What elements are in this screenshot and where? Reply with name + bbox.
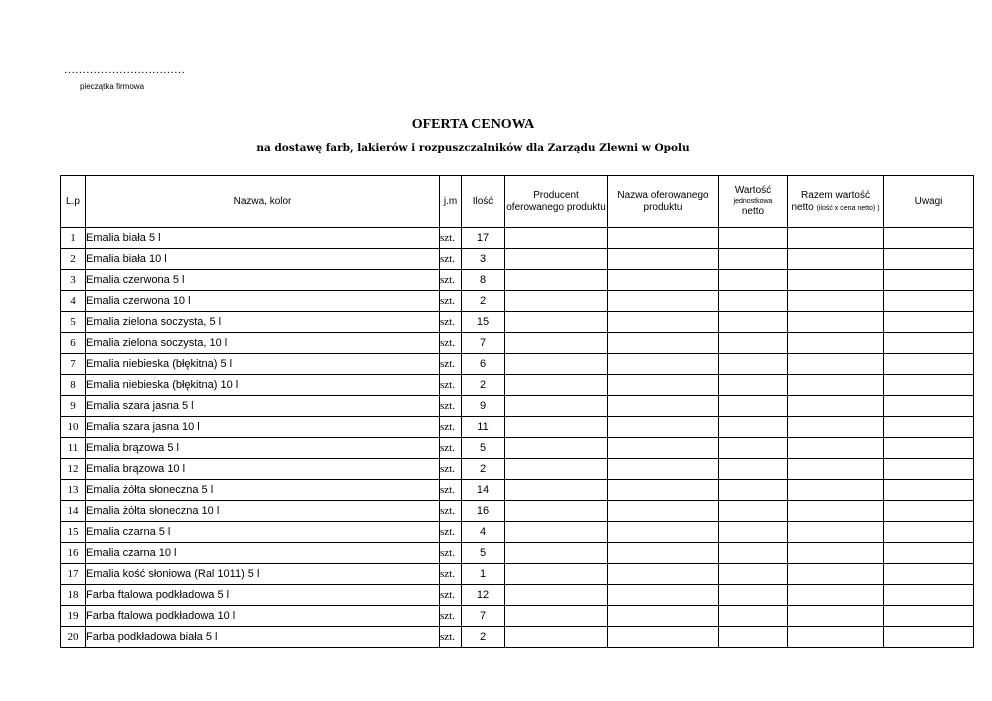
row-total-cell[interactable] <box>788 333 884 354</box>
row-notes-cell[interactable] <box>884 291 974 312</box>
row-notes-cell[interactable] <box>884 438 974 459</box>
row-lp: 9 <box>61 396 86 417</box>
row-total-cell[interactable] <box>788 480 884 501</box>
header-unit-value-line3: netto <box>741 206 765 217</box>
row-producer-cell[interactable] <box>505 522 608 543</box>
row-qty: 3 <box>462 249 505 270</box>
row-producer-cell[interactable] <box>505 333 608 354</box>
row-producer-cell[interactable] <box>505 354 608 375</box>
row-unit-value-cell[interactable] <box>719 501 788 522</box>
row-total-cell[interactable] <box>788 501 884 522</box>
row-producer-cell[interactable] <box>505 438 608 459</box>
row-lp: 16 <box>61 543 86 564</box>
row-name: Emalia szara jasna 10 l <box>86 417 440 438</box>
row-total-cell[interactable] <box>788 354 884 375</box>
row-notes-cell[interactable] <box>884 249 974 270</box>
row-name: Emalia czerwona 5 l <box>86 270 440 291</box>
row-total-cell[interactable] <box>788 417 884 438</box>
row-unit-value-cell[interactable] <box>719 333 788 354</box>
row-qty: 12 <box>462 585 505 606</box>
row-qty: 4 <box>462 522 505 543</box>
row-total-cell[interactable] <box>788 249 884 270</box>
row-notes-cell[interactable] <box>884 522 974 543</box>
row-producer-cell[interactable] <box>505 480 608 501</box>
row-lp: 1 <box>61 228 86 249</box>
row-unit: szt. <box>440 627 462 648</box>
row-producer-cell[interactable] <box>505 564 608 585</box>
row-name: Emalia brązowa 10 l <box>86 459 440 480</box>
row-unit: szt. <box>440 291 462 312</box>
row-qty: 2 <box>462 627 505 648</box>
row-notes-cell[interactable] <box>884 501 974 522</box>
table-row <box>61 606 974 627</box>
row-unit: szt. <box>440 543 462 564</box>
row-product-name-cell[interactable] <box>608 312 719 333</box>
header-unit: j.m <box>440 176 462 228</box>
row-unit: szt. <box>440 228 462 249</box>
row-unit: szt. <box>440 438 462 459</box>
header-total-netto: netto <box>791 201 814 213</box>
row-producer-cell[interactable] <box>505 228 608 249</box>
row-unit-value-cell[interactable] <box>719 249 788 270</box>
row-total-cell[interactable] <box>788 312 884 333</box>
row-unit-value-cell[interactable] <box>719 396 788 417</box>
row-notes-cell[interactable] <box>884 417 974 438</box>
table-row <box>61 564 974 585</box>
row-unit-value-cell[interactable] <box>719 354 788 375</box>
row-lp: 7 <box>61 354 86 375</box>
stamp-dotted-line: …………………………… <box>64 64 185 76</box>
row-unit-value-cell[interactable] <box>719 459 788 480</box>
row-notes-cell[interactable] <box>884 333 974 354</box>
row-product-name-cell[interactable] <box>608 564 719 585</box>
row-name: Emalia niebieska (błękitna) 10 l <box>86 375 440 396</box>
row-qty: 7 <box>462 606 505 627</box>
row-notes-cell[interactable] <box>884 564 974 585</box>
row-unit-value-cell[interactable] <box>719 312 788 333</box>
row-notes-cell[interactable] <box>884 396 974 417</box>
row-product-name-cell[interactable] <box>608 396 719 417</box>
row-name: Emalia czarna 5 l <box>86 522 440 543</box>
row-total-cell[interactable] <box>788 375 884 396</box>
row-unit-value-cell[interactable] <box>719 543 788 564</box>
row-lp: 8 <box>61 375 86 396</box>
row-qty: 2 <box>462 459 505 480</box>
row-unit: szt. <box>440 375 462 396</box>
row-product-name-cell[interactable] <box>608 354 719 375</box>
row-total-cell[interactable] <box>788 627 884 648</box>
row-product-name-cell[interactable] <box>608 585 719 606</box>
row-notes-cell[interactable] <box>884 480 974 501</box>
row-unit-value-cell[interactable] <box>719 291 788 312</box>
table-row <box>61 417 974 438</box>
row-lp: 5 <box>61 312 86 333</box>
row-total-cell[interactable] <box>788 459 884 480</box>
row-notes-cell[interactable] <box>884 270 974 291</box>
row-unit-value-cell[interactable] <box>719 480 788 501</box>
table-row <box>61 333 974 354</box>
row-unit-value-cell[interactable] <box>719 522 788 543</box>
row-lp: 15 <box>61 522 86 543</box>
header-notes: Uwagi <box>884 176 974 228</box>
row-qty: 8 <box>462 270 505 291</box>
row-product-name-cell[interactable] <box>608 375 719 396</box>
row-notes-cell[interactable] <box>884 312 974 333</box>
row-name: Farba ftalowa podkładowa 10 l <box>86 606 440 627</box>
row-total-cell[interactable] <box>788 270 884 291</box>
row-name: Emalia biała 10 l <box>86 249 440 270</box>
row-total-cell[interactable] <box>788 438 884 459</box>
row-name: Emalia niebieska (błękitna) 5 l <box>86 354 440 375</box>
row-lp: 17 <box>61 564 86 585</box>
row-unit: szt. <box>440 459 462 480</box>
row-product-name-cell[interactable] <box>608 501 719 522</box>
row-producer-cell[interactable] <box>505 459 608 480</box>
header-total <box>788 176 884 228</box>
row-unit-value-cell[interactable] <box>719 375 788 396</box>
table-row <box>61 291 974 312</box>
row-unit: szt. <box>440 312 462 333</box>
header-unit-value-line1: Wartość <box>734 185 772 196</box>
row-product-name-cell[interactable] <box>608 459 719 480</box>
row-lp: 19 <box>61 606 86 627</box>
row-qty: 5 <box>462 543 505 564</box>
row-total-cell[interactable] <box>788 396 884 417</box>
row-producer-cell[interactable] <box>505 312 608 333</box>
row-notes-cell[interactable] <box>884 585 974 606</box>
row-producer-cell[interactable] <box>505 606 608 627</box>
row-unit-value-cell[interactable] <box>719 606 788 627</box>
row-lp: 4 <box>61 291 86 312</box>
company-stamp-label: pieczątka firmowa <box>80 82 145 91</box>
row-product-name-cell[interactable] <box>608 438 719 459</box>
row-notes-cell[interactable] <box>884 606 974 627</box>
table-row <box>61 522 974 543</box>
row-product-name-cell[interactable] <box>608 270 719 291</box>
document-title: OFERTA CENOWA <box>411 117 535 132</box>
row-notes-cell[interactable] <box>884 627 974 648</box>
row-name: Emalia żółta słoneczna 5 l <box>86 480 440 501</box>
row-producer-cell[interactable] <box>505 375 608 396</box>
row-total-cell[interactable] <box>788 522 884 543</box>
row-total-cell[interactable] <box>788 291 884 312</box>
row-name: Emalia szara jasna 5 l <box>86 396 440 417</box>
row-name: Emalia żółta słoneczna 10 l <box>86 501 440 522</box>
row-unit: szt. <box>440 417 462 438</box>
header-product-name: Nazwa oferowanego produktu <box>608 176 719 228</box>
row-producer-cell[interactable] <box>505 291 608 312</box>
row-total-cell[interactable] <box>788 543 884 564</box>
row-name: Farba podkładowa biała 5 l <box>86 627 440 648</box>
header-unit-value-line2: jednostkowa <box>733 198 773 205</box>
header-total-formula: (ilość x cena netto) ) <box>816 204 880 212</box>
row-producer-cell[interactable] <box>505 270 608 291</box>
table-row <box>61 438 974 459</box>
table-row <box>61 375 974 396</box>
row-lp: 3 <box>61 270 86 291</box>
row-name: Emalia kość słoniowa (Ral 1011) 5 l <box>86 564 440 585</box>
row-producer-cell[interactable] <box>505 543 608 564</box>
row-product-name-cell[interactable] <box>608 627 719 648</box>
row-qty: 16 <box>462 501 505 522</box>
row-product-name-cell[interactable] <box>608 291 719 312</box>
row-name: Emalia zielona soczysta, 5 l <box>86 312 440 333</box>
row-unit-value-cell[interactable] <box>719 417 788 438</box>
header-lp: L.p <box>61 176 86 228</box>
row-lp: 20 <box>61 627 86 648</box>
row-total-cell[interactable] <box>788 228 884 249</box>
header-total-line2 <box>788 202 883 214</box>
row-lp: 2 <box>61 249 86 270</box>
row-lp: 14 <box>61 501 86 522</box>
table-row <box>61 459 974 480</box>
row-name: Emalia czerwona 10 l <box>86 291 440 312</box>
row-product-name-cell[interactable] <box>608 543 719 564</box>
row-producer-cell[interactable] <box>505 585 608 606</box>
row-unit-value-cell[interactable] <box>719 270 788 291</box>
row-product-name-cell[interactable] <box>608 606 719 627</box>
row-unit: szt. <box>440 480 462 501</box>
row-name: Emalia brązowa 5 l <box>86 438 440 459</box>
row-total-cell[interactable] <box>788 606 884 627</box>
row-product-name-cell[interactable] <box>608 480 719 501</box>
row-qty: 2 <box>462 291 505 312</box>
table-row <box>61 501 974 522</box>
table-row <box>61 228 974 249</box>
row-qty: 2 <box>462 375 505 396</box>
row-qty: 9 <box>462 396 505 417</box>
table-row <box>61 354 974 375</box>
row-lp: 13 <box>61 480 86 501</box>
header-total-line1: Razem wartość <box>801 189 870 201</box>
row-lp: 6 <box>61 333 86 354</box>
table-header-row <box>61 176 974 228</box>
table-row <box>61 627 974 648</box>
table-row <box>61 312 974 333</box>
row-qty: 14 <box>462 480 505 501</box>
row-unit: szt. <box>440 354 462 375</box>
document-subtitle: na dostawę farb, lakierów i rozpuszczalników dla Zarządu Zlewni w Opolu <box>256 142 690 154</box>
row-producer-cell[interactable] <box>505 249 608 270</box>
header-name: Nazwa, kolor <box>86 176 440 228</box>
row-unit-value-cell[interactable] <box>719 438 788 459</box>
row-producer-cell[interactable] <box>505 501 608 522</box>
row-lp: 18 <box>61 585 86 606</box>
row-qty: 6 <box>462 354 505 375</box>
row-producer-cell[interactable] <box>505 417 608 438</box>
row-unit-value-cell[interactable] <box>719 228 788 249</box>
table-row <box>61 396 974 417</box>
row-unit: szt. <box>440 501 462 522</box>
row-notes-cell[interactable] <box>884 459 974 480</box>
row-producer-cell[interactable] <box>505 627 608 648</box>
row-lp: 10 <box>61 417 86 438</box>
header-qty: Ilość <box>462 176 505 228</box>
row-unit: szt. <box>440 396 462 417</box>
row-total-cell[interactable] <box>788 585 884 606</box>
row-unit: szt. <box>440 564 462 585</box>
row-product-name-cell[interactable] <box>608 417 719 438</box>
table-row <box>61 543 974 564</box>
row-qty: 17 <box>462 228 505 249</box>
offer-table <box>60 175 974 648</box>
row-product-name-cell[interactable] <box>608 249 719 270</box>
row-name: Farba ftalowa podkładowa 5 l <box>86 585 440 606</box>
table-row <box>61 480 974 501</box>
row-unit-value-cell[interactable] <box>719 564 788 585</box>
row-producer-cell[interactable] <box>505 396 608 417</box>
row-name: Emalia czarna 10 l <box>86 543 440 564</box>
header-producer: Producent oferowanego produktu <box>505 176 608 228</box>
row-qty: 11 <box>462 417 505 438</box>
table-row <box>61 249 974 270</box>
table-row <box>61 585 974 606</box>
row-total-cell[interactable] <box>788 564 884 585</box>
row-product-name-cell[interactable] <box>608 522 719 543</box>
row-unit: szt. <box>440 249 462 270</box>
row-qty: 1 <box>462 564 505 585</box>
row-qty: 7 <box>462 333 505 354</box>
table-row <box>61 270 974 291</box>
row-notes-cell[interactable] <box>884 375 974 396</box>
header-unit-value <box>719 176 788 228</box>
row-product-name-cell[interactable] <box>608 228 719 249</box>
row-qty: 15 <box>462 312 505 333</box>
row-unit: szt. <box>440 522 462 543</box>
row-notes-cell[interactable] <box>884 543 974 564</box>
row-name: Emalia biała 5 l <box>86 228 440 249</box>
row-unit: szt. <box>440 585 462 606</box>
row-unit-value-cell[interactable] <box>719 585 788 606</box>
row-unit-value-cell[interactable] <box>719 627 788 648</box>
row-lp: 11 <box>61 438 86 459</box>
row-unit: szt. <box>440 270 462 291</box>
row-unit: szt. <box>440 606 462 627</box>
row-unit: szt. <box>440 333 462 354</box>
row-notes-cell[interactable] <box>884 354 974 375</box>
row-lp: 12 <box>61 459 86 480</box>
row-qty: 5 <box>462 438 505 459</box>
row-name: Emalia zielona soczysta, 10 l <box>86 333 440 354</box>
row-notes-cell[interactable] <box>884 228 974 249</box>
row-product-name-cell[interactable] <box>608 333 719 354</box>
